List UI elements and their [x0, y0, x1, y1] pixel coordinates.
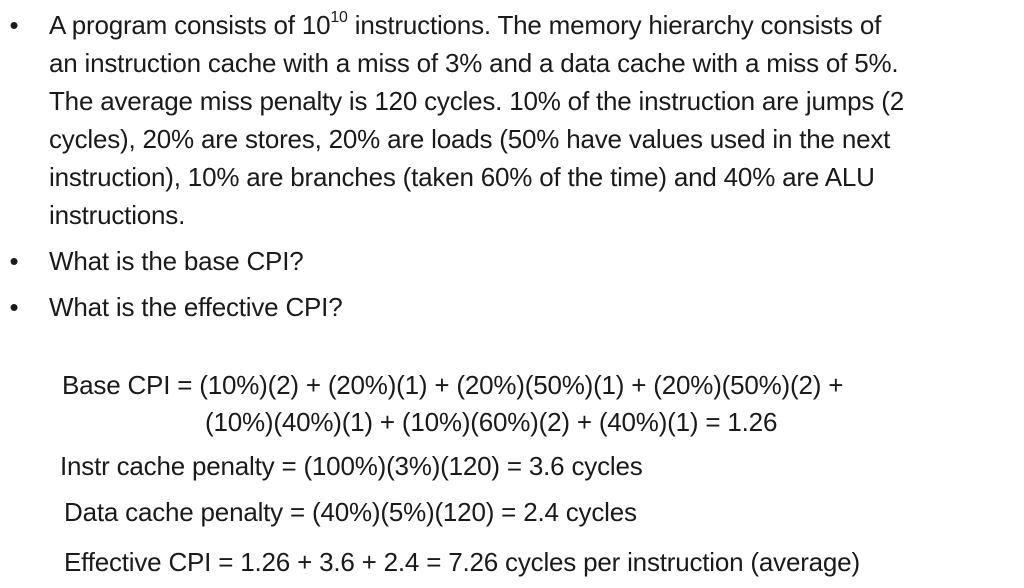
exponent: 10 [330, 9, 348, 27]
problem-line-3: The average miss penalty is 120 cycles. 10% of the instruction are jumps (2 [49, 86, 904, 116]
instr-cache-penalty: Instr cache penalty = (100%)(3%)(120) = 3.6 cycles [60, 451, 643, 481]
effective-cpi: Effective CPI = 1.26 + 3.6 + 2.4 = 7.26 cycles per instruction (average) [64, 547, 860, 577]
problem-line-1-pre: A program consists of 10 [49, 10, 331, 40]
bullet-marker: • [9, 292, 19, 322]
data-cache-penalty: Data cache penalty = (40%)(5%)(120) = 2.4 cycles [64, 497, 637, 527]
problem-line-4: cycles), 20% are stores, 20% are loads (50% have values used in the next [49, 124, 891, 154]
question-effective-cpi: What is the effective CPI? [49, 292, 343, 322]
bullet-marker: • [9, 10, 19, 40]
problem-statement [49, 6, 1014, 234]
base-cpi-equation-line-1: Base CPI = (10%)(2) + (20%)(1) + (20%)(50%)(1) + (20%)(50%)(2) + [62, 370, 844, 400]
question-base-cpi: What is the base CPI? [49, 246, 304, 276]
base-cpi-equation-line-2: (10%)(40%)(1) + (10%)(60%)(2) + (40%)(1) = 1.26 [205, 407, 778, 437]
problem-line-2: an instruction cache with a miss of 3% and a data cache with a miss of 5%. [49, 48, 899, 78]
problem-line-5: instruction), 10% are branches (taken 60% of the time) and 40% are ALU [49, 162, 875, 192]
problem-line-1-post: instructions. The memory hierarchy consists of [347, 10, 882, 40]
bullet-marker: • [9, 246, 19, 276]
problem-line-6: instructions. [49, 200, 186, 230]
problem-line-1 [49, 6, 1014, 44]
